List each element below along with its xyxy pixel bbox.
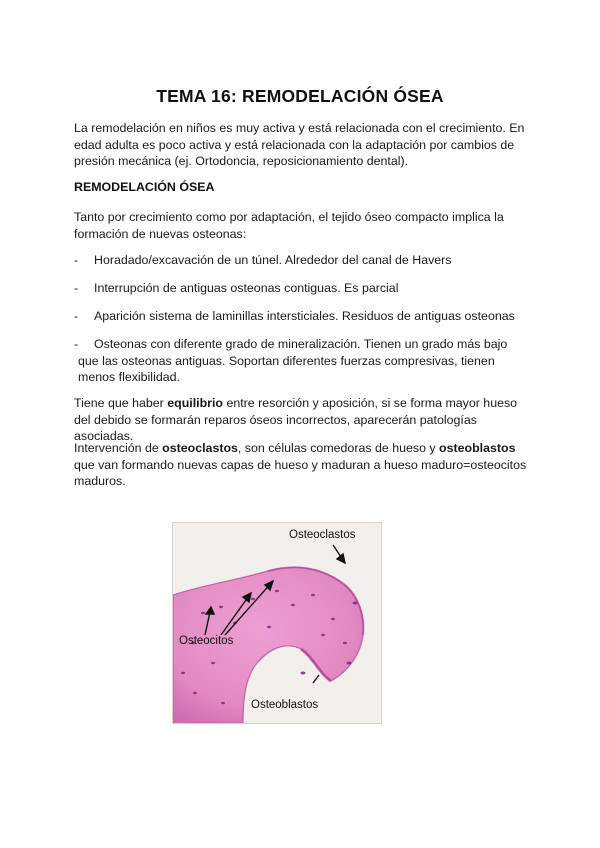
histology-figure bbox=[172, 522, 382, 724]
section-intro-paragraph: Tanto por crecimiento como por adaptación, el tejido óseo compacto implica la formación de nuevas osteonas: bbox=[74, 210, 504, 241]
cells-bold-osteoclastos: osteoclastos bbox=[162, 441, 238, 455]
balance-bold: equilibrio bbox=[167, 396, 223, 410]
balance-suffix: entre resorción y aposición, si se forma mayor hueso del debido se formarán reparos óseos incorrectos, aparecerán patologías asociadas. bbox=[74, 396, 518, 444]
bullet-marker: - bbox=[74, 337, 79, 351]
osteoclastos-label: Osteoclastos bbox=[289, 529, 356, 541]
osteoblastos-label: Osteoblastos bbox=[251, 699, 319, 711]
cells-paragraph bbox=[74, 440, 532, 490]
balance-paragraph bbox=[74, 395, 532, 445]
bullet-marker: - bbox=[74, 309, 79, 323]
list-item-text: Interrupción de antiguas osteonas contiguas. Es parcial bbox=[94, 281, 399, 295]
list-item-text: Osteonas con diferente grado de mineralización. Tienen un grado más bajo que las osteonas antiguas. Soportan diferentes fuerzas compresivas, tienen menos flexibilidad. bbox=[78, 337, 508, 385]
intro-paragraph: La remodelación en niños es muy activa y está relacionada con el crecimiento. En edad adulta es poco activa y está relacionada con la adaptación por cambios de presión mecánica (ej. Ortodoncia, reposicionamiento dental). bbox=[74, 121, 525, 169]
list-item-text: Horadado/excavación de un túnel. Alrededor del canal de Havers bbox=[94, 253, 452, 267]
list-item-text: Aparición sistema de laminillas intersticiales. Residuos de antiguas osteonas bbox=[94, 309, 515, 323]
bullet-marker: - bbox=[74, 281, 79, 295]
bullet-marker: - bbox=[74, 253, 79, 267]
bone-tissue-illustration bbox=[173, 523, 381, 723]
balance-prefix: Tiene que haber bbox=[74, 396, 168, 410]
page-title: TEMA 16: REMODELACIÓN ÓSEA bbox=[156, 86, 444, 106]
cells-part1: Intervención de bbox=[74, 441, 163, 455]
cells-part2: , son células comedoras de hueso y bbox=[237, 441, 440, 455]
cells-part3: que van formando nuevas capas de hueso y maduran a hueso maduro=osteocitos maduros. bbox=[74, 457, 527, 489]
section-heading: REMODELACIÓN ÓSEA bbox=[74, 180, 215, 194]
cells-bold-osteoblastos: osteoblastos bbox=[439, 441, 516, 455]
osteocitos-label: Osteocitos bbox=[179, 635, 234, 647]
